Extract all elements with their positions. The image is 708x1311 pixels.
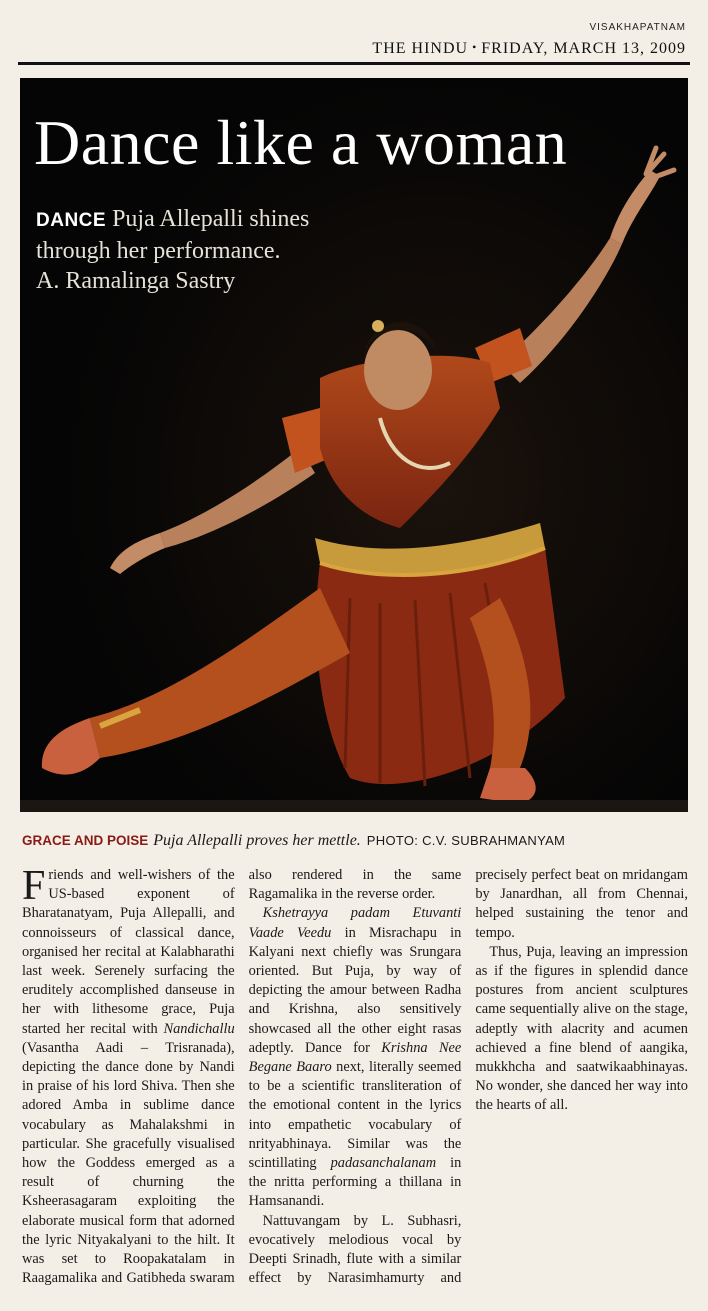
p2-emphasis: Kshetrayya padam Etuvanti Vaade Veedu — [248, 905, 462, 941]
p2-text-c: in the nritta performing a thillana in Hamsanandi. — [248, 1155, 462, 1210]
paper-name: THE HINDU — [372, 40, 469, 57]
separator-dot: • — [472, 40, 478, 54]
dancer-illustration — [20, 78, 688, 812]
edition-label: VISAKHAPATNAM — [589, 22, 686, 33]
p2-text-b: next, literally seemed to be a scientific transliteration of the emotional content in the lyrics into empathetic vocabulary of nrityabhinaya. Similar was the scintillating — [248, 1059, 462, 1172]
photo-caption — [22, 832, 686, 850]
masthead — [372, 40, 686, 58]
headline: Dance like a woman — [34, 107, 568, 178]
paragraph-3: Nattuvangam by L. Subhasri, evocatively melodious vocal by Deepti Srinadh, flute with a similar effect by Narasimhamurty and precisely perfect beat on mridangam by Janardhan, all from Chennai, helped sustaining the tenor and tempo. — [248, 867, 688, 1287]
photo-credit: PHOTO: C.V. SUBRAHMANYAM — [366, 833, 566, 848]
kicker: DANCE — [36, 210, 107, 231]
dancer-photo — [20, 78, 688, 812]
p1-text: riends and well-wishers of the US-based exponent of Bharatanatyam, Puja Allepalli, and connoisseurs of classical dance, organised her recital at Kalabharathi last week. Serenely surfacing the eruditely accomplished danseuse in her with lithesome grace, Puja started her recital with — [22, 867, 235, 1037]
header-rule — [18, 62, 690, 65]
p1-emphasis: Nandichallu — [163, 1020, 235, 1037]
paragraph-2 — [249, 904, 462, 1211]
deck-text: Puja Allepalli shines through her performance. — [36, 206, 310, 264]
article-body — [22, 863, 688, 1296]
caption-head: GRACE AND POISE — [22, 833, 149, 848]
p2-emphasis-3: padasanchalanam — [330, 1155, 437, 1172]
issue-date: FRIDAY, MARCH 13, 2009 — [481, 40, 686, 57]
deck — [36, 204, 336, 296]
caption-body: Puja Allepalli proves her mettle. — [153, 832, 361, 849]
p2-text-a: in Misrachapu in Kalyani next chiefly was Srungara oriented. But Puja, by way of depicting the amour between Radha and Krishna, also sensitively showcased all the other eight rasas adeptly. Dance for — [248, 924, 462, 1056]
paragraph-4: Thus, Puja, leaving an impression as if the figures in splendid dance postures from ancient sculptures came sequentially alive on the stage, adeptly with alacrity and acumen achieved a fine blend of aangika, mukkhcha and saatwikaabhinayas. No wonder, she danced her way into the hearts of all. — [475, 943, 688, 1114]
p1-tail: (Vasantha Aadi – Trisranada), depicting the dance done by Nandi in praise of his lord Shiva. Then she adored Amba in sublime dance vocabulary as Mahalakshmi in particular. She gracefully visualised how the Goddess emerged as a result of churning the Ksheerasagaram exploiting the elaborate musical form that adorned the lyric Nityakalyani to the hilt. It was set to Roopakatalam in Raagamalika and Gatibheda swaram also rendered in the same Ragamalika in the reverse order. — [22, 867, 462, 1287]
p2-emphasis-2: Krishna Nee Begane Baaro — [248, 1039, 462, 1076]
drop-cap: F — [22, 863, 46, 909]
byline: A. Ramalinga Sastry — [36, 268, 236, 294]
